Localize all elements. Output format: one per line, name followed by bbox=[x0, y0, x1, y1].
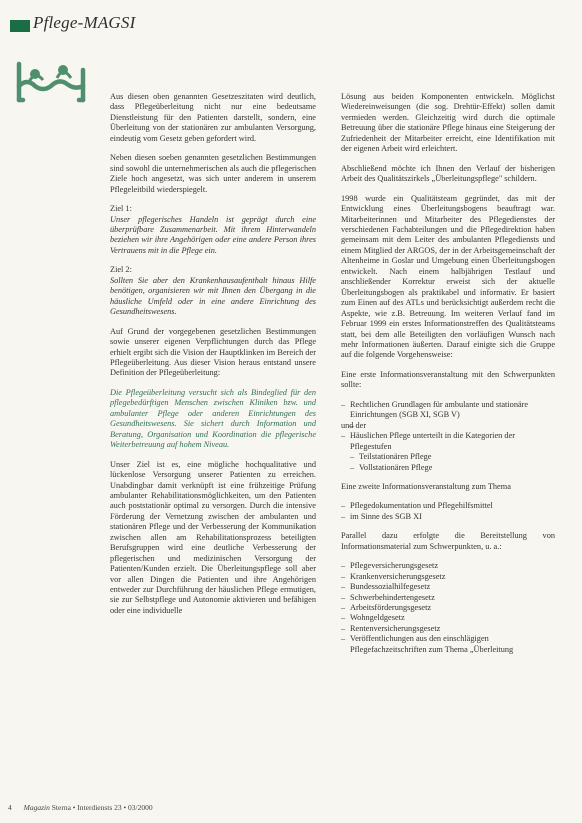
list-item: – Bundessozialhilfegesetz bbox=[341, 582, 555, 592]
list-item: – Vollstationären Pflege bbox=[341, 463, 555, 473]
magazine-name: Magazin bbox=[23, 803, 50, 812]
paragraph: Eine zweite Informationsveranstaltung zum Thema bbox=[341, 481, 511, 491]
paragraph: Aus diesen oben genannten Gesetzeszitaten wird deutlich, dass Pflegeüberleitung nicht nur eine bedeutsame Dienstleistung für den Patienten darstellt, sondern, eine Überleitung von der stationären zur ambulanten Versorgung, eindeutig vom Gesetz geben gefordert wird. bbox=[110, 92, 316, 143]
paragraph: Unser Ziel ist es, eine mögliche hochqualitative und lückenlose Versorgung unserer Patienten zu erreichen. Unabdingbar damit verknüpft ist eine frühzeitige Prüfung ambulanter Rehabilitationsmöglichkeiten, um den Patienten auch poststationär optimal zu versorgen. Durch die intensive Förderung der Vernetzung zwischen der ambulanten und stationären Pflege und der Verbesserung der Kommunikation zwischen allen am Rehabilitationsprozess beteiligten Berufsgruppen wird eine deutliche Verbesserung der pflegerischen und medizinischen Versorgung der Patienten/Kunden erzielt. Die Überleitungspflege soll aber vor allen Dingen die Patienten und ihre Angehörigen entweder zur Durchführung der häuslichen Pflege ermutigen, sie zur Selbstpflege und Autonomie aktivieren und befähigen oder eine individuelle bbox=[110, 459, 316, 615]
paragraph: Parallel dazu erfolgte die Bereitstellung von Informationsmaterial zum Schwerpunkten, u. a.: bbox=[341, 531, 555, 551]
list-item: – und der bbox=[341, 421, 555, 431]
left-column bbox=[110, 92, 316, 625]
issue-info: Sterna • Interdiensts 23 • 03/2000 bbox=[51, 803, 153, 812]
topic-list bbox=[341, 400, 555, 473]
definition-quote: Die Pflegeüberleitung versucht sich als Bindeglied für den pflegebedürftigen Menschen zwischen Kliniken bzw. und ambulanter Pflege oder anderen Einrichtungen des Gesundheitswesens. Sie sichert durch Information und Beratung, Organisation und Koordination die pflegerische Weiterbetreuung auf hohem Niveau. bbox=[110, 387, 316, 450]
goal-label: Ziel 2: bbox=[110, 265, 132, 275]
law-list bbox=[341, 561, 555, 655]
page-title: Pflege-MAGSI bbox=[33, 13, 136, 32]
right-column bbox=[341, 92, 555, 664]
list-item: – Arbeitsförderungsgesetz bbox=[341, 603, 555, 613]
goal-text: Sollten Sie aber den Krankenhausaufenthalt hinaus Hilfe benötigen, organisieren wir mit Ihnen den Übergang in die häusliche Umfeld oder in eine andere Einrichtung des Gesundheitswesens. bbox=[110, 275, 316, 317]
paragraph: 1998 wurde ein Qualitätsteam gegründet, das mit der Entwicklung eines Überleitungsbogens beauftragt war. Mitarbeiterinnen und Mitarbeiter des Pflegedienstes der verschiedenen Fachabteilungen und die Pflegedirektion haben gemeinsam mit dem Leiter des ambulanten Pflegediensts und einem Mitglied der ARGOS, der in der Arbeitsgemeinschaft der Altenheime in Goslar und Umgebung einen Überleitungsbogen entwickelt. Nach einem halbjährigen Testlauf und anschließender Korrektur erweist sich der aktuelle Überleitungsbogen als praktikabel und informativ. Er basiert zum Einen auf des ATLs und berücksichtigt außerdem recht die Aspekte, wie z.B. Betreuung. Im weiteren Verlauf fand im Februar 1999 ein erstes Informationstreffen des Qualitätsteams statt, bei dem alle Beteiligten den vorläufigen Wunsch nach mehr Informationen äußerten. Darauf einigte sich die Gruppe auf die folgende Vorgehensweise: bbox=[341, 193, 555, 360]
list-item: – Pflegedokumentation und Pflegehilfsmittel bbox=[341, 501, 555, 511]
goal-text: Unser pflegerisches Handeln ist geprägt durch eine überprüfbare Zusammenarbeit. Mit ihrem Hinterwandeln beziehen wir ihre Angehörigen oder eine andere Person ihres Vertrauens mit in die Pflege ein. bbox=[110, 214, 316, 255]
list-item: – Pflegeversicherungsgesetz bbox=[341, 561, 555, 571]
list-item: – Wohngeldgesetz bbox=[341, 613, 555, 623]
header-accent-bar bbox=[10, 20, 30, 32]
page-number: 4 bbox=[8, 803, 12, 812]
list-item: – im Sinne des SGB XI bbox=[341, 512, 555, 522]
list-item: – Rentenversicherungsgesetz bbox=[341, 624, 555, 634]
goal-label: Ziel 1: bbox=[110, 204, 132, 214]
bed-person-logo-icon bbox=[13, 56, 93, 106]
topic-list bbox=[341, 501, 555, 522]
page-footer bbox=[8, 803, 153, 812]
list-item: – Rechtlichen Grundlagen für ambulante und stationäre Einrichtungen (SGB XI, SGB V) bbox=[341, 400, 555, 421]
paragraph: Eine erste Informationsveranstaltung mit den Schwerpunkten sollte: bbox=[341, 369, 555, 390]
list-item: – Schwerbehindertengesetz bbox=[341, 593, 555, 603]
list-item: – Häuslichen Pflege unterteilt in die Kategorien der Pflegestufen bbox=[341, 431, 555, 452]
list-item: – Krankenversicherungsgesetz bbox=[341, 572, 555, 582]
list-item: – Veröffentlichungen aus den einschlägigen Pflegefachzeitschriften zum Thema „Überleitung bbox=[341, 634, 555, 655]
list-item: – Teilstationären Pflege bbox=[341, 452, 555, 462]
paragraph: Auf Grund der vorgegebenen gesetzlichen Bestimmungen sowie unserer eigenen Verpflichtungen durch das Pflege erhielt ergibt sich die Vision der Hauptklinken im Bereich der Pflegeüberleitung. Aus dieser Vision heraus entstand unsere Definition der Pflegeüberleitung: bbox=[110, 326, 316, 378]
paragraph: Neben diesen soeben genannten gesetzlichen Bestimmungen sind sowohl die unternehmerischen als auch die pflegerischen Ziele hoch angesetzt, was sich unter anderem in unserem Pflegeleitbild wiederspiegelt. bbox=[110, 153, 316, 194]
paragraph: Lösung aus beiden Komponenten entwickeln. Möglichst Wiedereinweisungen (die sog. Drehtür-Effekt) sollen damit vermieden werden. Gleichzeitig wird durch die optimale Betreuung über die stationäre Pflege hinaus eine Steigerung der Zufriedenheit der Mitarbeiter erreicht, eine Identifikation mit der eigenen Arbeit wird erleichtert. bbox=[341, 92, 555, 154]
paragraph: Abschließend möchte ich Ihnen den Verlauf der bisherigen Arbeit des Qualitätszirkels „Überleitungspflege" schildern. bbox=[341, 163, 555, 184]
